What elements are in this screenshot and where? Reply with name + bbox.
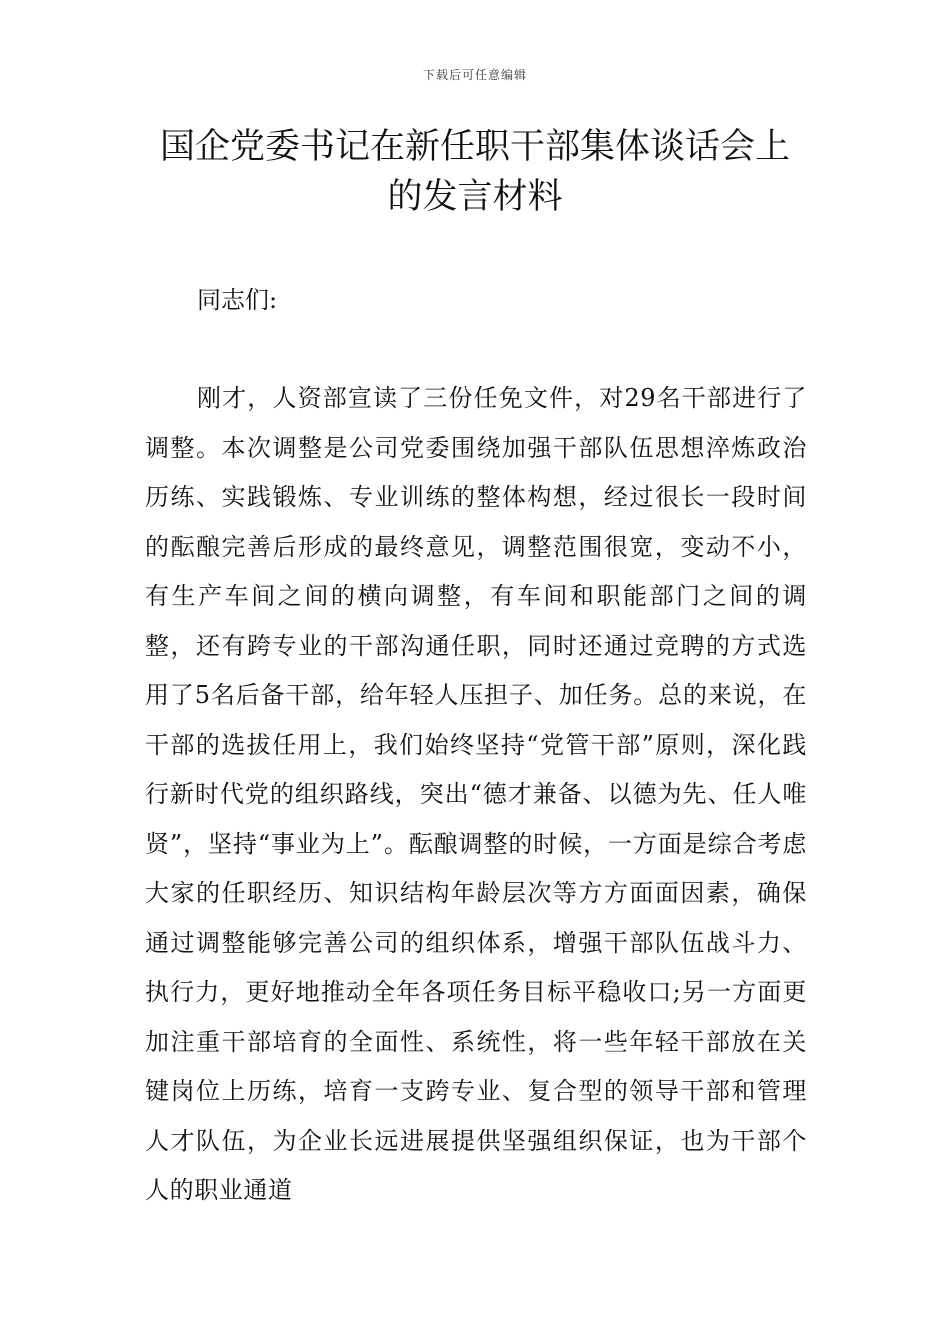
header-note: 下载后可任意编辑	[422, 68, 527, 82]
salutation: 同志们:	[197, 286, 278, 314]
body-paragraph: 刚才，人资部宣读了三份任免文件，对29名干部进行了调整。本次调整是公司党委围绕加强干部队伍思想淬炼政治历练、实践锻炼、专业训练的整体构想，经过很长一段时间的酝酿完善后形成的最终意见，调整范围很宽，变动不小，有生产车间之间的横向调整，有车间和职能部门之间的调整，还有跨专业的干部沟通任职，同时还通过竞聘的方式选用了5名后备干部，给年轻人压担子、加任务。总的来说，在干部的选拔任用上，我们始终坚持“党管干部”原则，深化践行新时代党的组织路线，突出“德才兼备、以德为先、任人唯贤”，坚持“事业为上”。酝酿调整的时候，一方面是综合考虑大家的任职经历、知识结构年龄层次等方方面面因素，确保通过调整能够完善公司的组织体系，增强干部队伍战斗力、执行力，更好地推动全年各项任务目标平稳收口;另一方面更加注重干部培育的全面性、系统性，将一些年轻干部放在关键岗位上历练，培育一支跨专业、复合型的领导干部和管理人才队伍，为企业长远进展提供坚强组织保证，也为干部个人的职业通道	[145, 384, 807, 1204]
document-title: 国企党委书记在新任职干部集体谈话会上的发言材料	[159, 127, 790, 217]
